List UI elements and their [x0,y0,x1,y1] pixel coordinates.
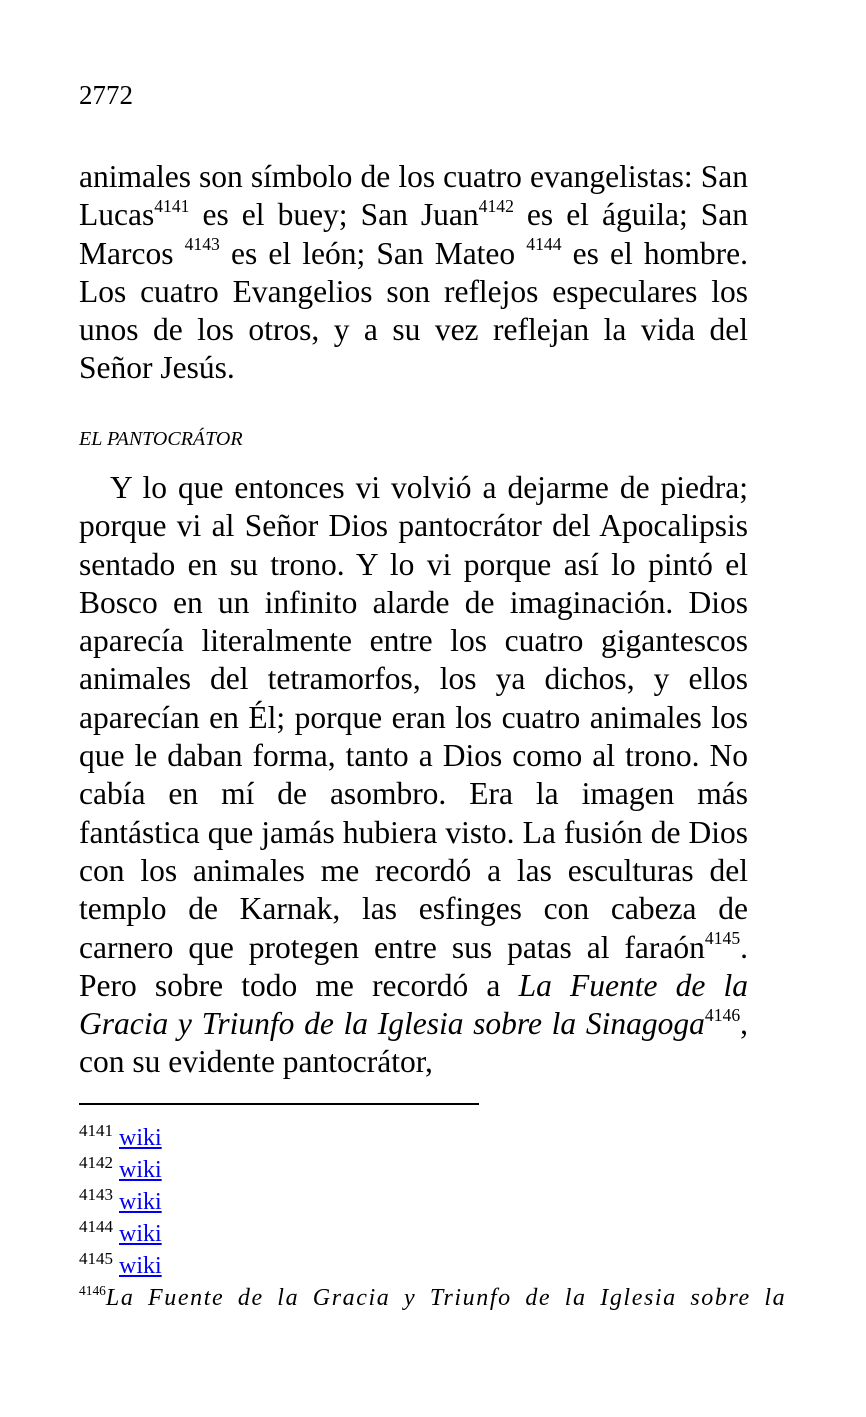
footnote-number: 4146 [79,1282,106,1298]
paragraph-text: es el hombre. Los cuatro Evangelios son reflejos especulares los unos de los otros, y a su vez reflejan la vida del Señor Jesús. [79,235,748,386]
footnote-number: 4143 [79,1184,113,1204]
footnote-ref-4145[interactable]: 4145 [704,928,741,949]
paragraph-text: es el león; San Mateo [219,235,516,271]
paragraph-evangelists [79,158,748,388]
footnote-4143 [79,1184,748,1216]
wiki-link[interactable]: wiki [119,1221,162,1247]
paragraph-text: , con su evidente pantocrátor, [79,1006,748,1080]
footnote-number: 4141 [79,1120,113,1140]
footnotes [79,1120,787,1316]
paragraph-text: Y lo que entonces vi volvió a dejarme de piedra; porque vi al Señor Dios pantocrátor del Apocalipsis sentado en su trono. Y lo vi porque así lo pintó el Bosco en un infinito alarde de imaginación. Dios aparecía literalmente entre los cuatro gigantescos animales del tetramorfos, los ya dichos, y ellos aparecían en Él; porque eran los cuatro animales los que le daban forma, tanto a Dios como al trono. No cabía en mí de asombro. Era la imagen más fantástica que jamás hubiera visto. La fusión de Dios con los animales me recordó a las esculturas del templo de Karnak, las esfinges con cabeza de carnero que protegen entre sus patas al faraón [79,470,748,965]
paragraph-text: . Pero sobre todo me recordó a [79,929,748,1003]
paragraph-text: es el buey; San Juan [189,197,479,233]
footnote-4144 [79,1216,748,1248]
section-title: EL PANTOCRÁTOR [79,428,243,450]
paragraph-pantocrator [79,469,748,1082]
wiki-link[interactable]: wiki [119,1125,162,1151]
footnote-4142 [79,1152,748,1184]
footnote-ref-4144[interactable]: 4144 [526,234,562,255]
footnote-ref-4142[interactable]: 4142 [478,196,514,217]
footnote-4146 [79,1280,787,1316]
footnote-number: 4145 [79,1248,113,1268]
page-number: 2772 [79,80,133,110]
footnote-4145 [79,1248,748,1280]
wiki-link[interactable]: wiki [119,1189,162,1215]
paragraph-text: animales son símbolo de los cuatro evangelistas: San Lucas [79,159,748,233]
footnote-divider [79,1103,479,1105]
footnote-number: 4144 [79,1216,113,1236]
footnote-text: La Fuente de la Gracia y Triunfo de la Iglesia sobre la [105,1285,787,1311]
footnote-number: 4142 [79,1152,113,1172]
artwork-title: La Fuente de la Gracia y Triunfo de la Iglesia sobre la Sinagoga [79,967,748,1042]
footnote-ref-4146[interactable]: 4146 [704,1004,741,1025]
wiki-link[interactable]: wiki [119,1253,162,1279]
footnote-ref-4141[interactable]: 4141 [154,196,190,217]
footnote-ref-4143[interactable]: 4143 [184,234,220,255]
footnote-4141 [79,1120,748,1152]
wiki-link[interactable]: wiki [119,1157,162,1183]
paragraph-text: es el águila; San Marcos [79,197,748,271]
